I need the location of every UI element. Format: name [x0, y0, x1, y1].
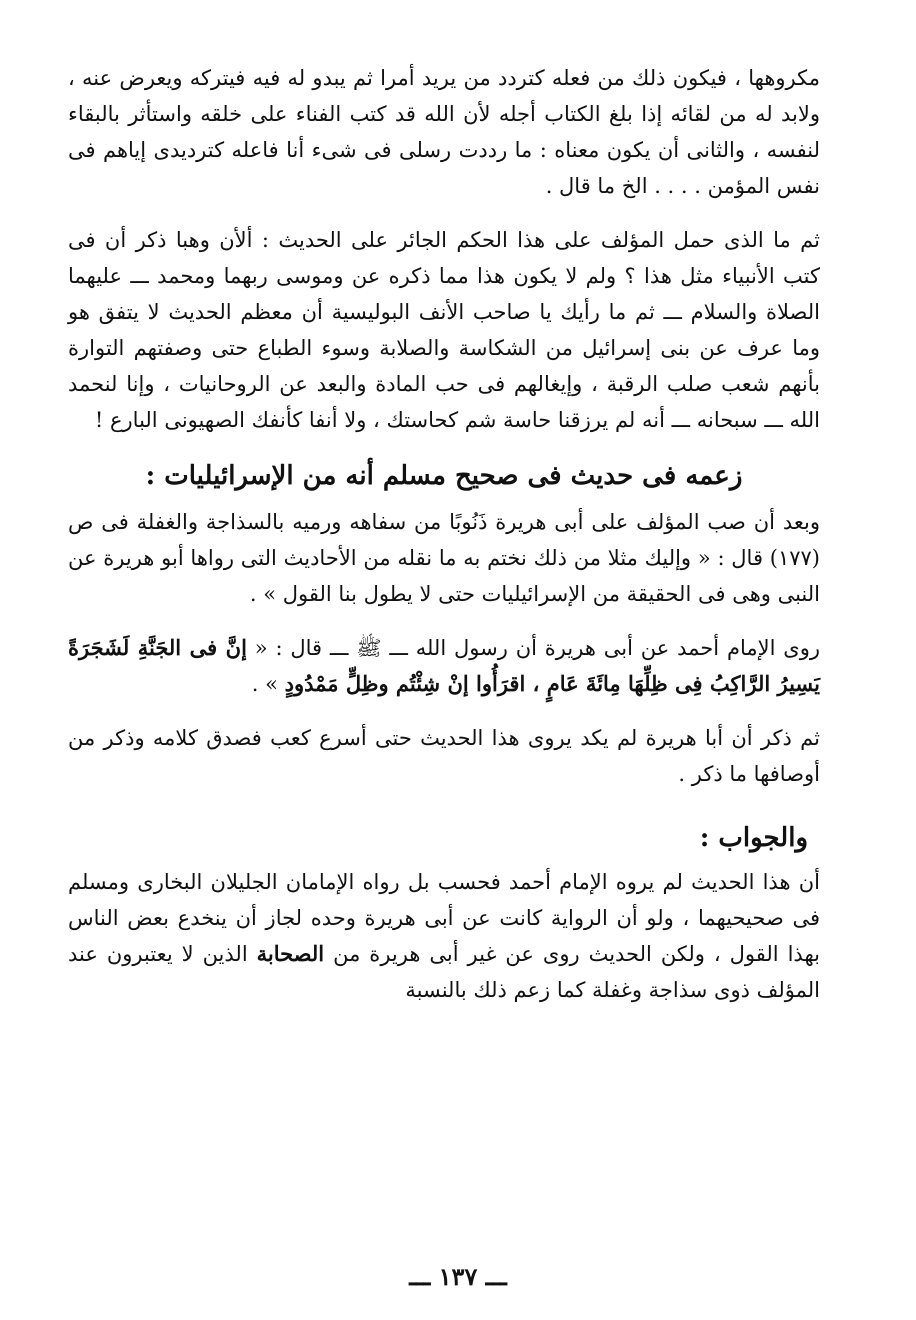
section-heading-israiliyyat: زعمه فى حديث فى صحيح مسلم أنه من الإسرائيليات :	[145, 461, 743, 491]
paragraph-1: مكروهها ، فيكون ذلك من فعله كتردد من يريد أمرا ثم يبدو له فيه فيتركه ويعرض عنه ، ولابد له من لقائه إذا بلغ الكتاب أجله لأن الله قد كتب الفناء على خلقه واستأثر بالبقاء لنفسه ، والثانى أن يكون معناه : ما رددت رسلى فى شىء أنا فاعله كترديدى إياهم فى نفس المؤمن . . . . الخ ما قال .	[68, 66, 820, 198]
paragraph-5: ثم ذكر أن أبا هريرة لم يكد يروى هذا الحديث حتى أسرع كعب فصدق كلامه وذكر من أوصافها ما ذكر .	[68, 726, 820, 786]
page-body	[68, 60, 820, 1008]
paragraph-2: ثم ما الذى حمل المؤلف على هذا الحكم الجائر على الحديث : ألأن وهبا ذكر أن فى كتب الأنبياء مثل هذا ؟ ولم لا يكون هذا مما ذكره عن وموسى ربهما ومحمد ـــ عليهما الصلاة والسلام ـــ ثم ما رأيك يا صاحب الأنف البوليسية أن معظم الحديث لا يتفق هو وما عرف عن بنى إسرائيل من الشكاسة والصلابة وسوء الطباع حتى وصفتهم التوارة بأنهم شعب صلب الرقبة ، وإيغالهم فى حب المادة والبعد عن الروحانيات ، وإنا لنحمد الله ـــ سبحانه ـــ أنه لم يرزقنا حاسة شم كحاستك ، ولا أنفا كأنفك الصهيونى البارع !	[68, 228, 820, 432]
page-number: ـــ ١٣٧ ـــ	[409, 1262, 507, 1291]
paragraph-4	[68, 630, 820, 702]
paragraph-6	[68, 864, 820, 1008]
hadith-outro: » .	[251, 672, 285, 696]
paragraph-6-end: الذين لا يعتبرون عند المؤلف ذوى سذاجة وغفلة كما زعم ذلك بالنسبة	[68, 942, 820, 1002]
hadith-text: إنَّ فى الجَنَّةِ لَشَجَرَةً يَسِيرُ الرَّاكِبُ فِى ظِلِّهَا مِائَةَ عَامٍ ، اقرَأُوا إنْ شِئْتُم وظِلٍّ مَمْدُودٍ	[68, 635, 820, 696]
section-heading-answer: والجواب :	[699, 823, 808, 853]
paragraph-6-text: أن هذا الحديث لم يروه الإمام أحمد فحسب بل رواه الإمامان الجليلان البخارى ومسلم فى صحيحيهما ، ولو أن الرواية كانت عن أبى هريرة وحده لجاز أن ينخدع بعض الناس بهذا القول ، ولكن الحديث روى عن غير أبى هريرة من	[68, 870, 820, 966]
hadith-intro: روى الإمام أحمد عن أبى هريرة أن رسول الله ـــ ﷺ ـــ قال : «	[246, 636, 820, 660]
paragraph-3: وبعد أن صب المؤلف على أبى هريرة ذَنُوبًا من سفاهه ورميه بالسذاجة والغفلة فى ص (١٧٧) قال : « وإليك مثلا من ذلك نختم به ما نقله من الأحاديث التى رواها أبو هريرة عن النبى وهى فى الحقيقة من الإسرائيليات حتى لا يطول بنا القول » .	[68, 510, 820, 606]
paragraph-6-bold-word: الصحابة	[256, 941, 325, 966]
